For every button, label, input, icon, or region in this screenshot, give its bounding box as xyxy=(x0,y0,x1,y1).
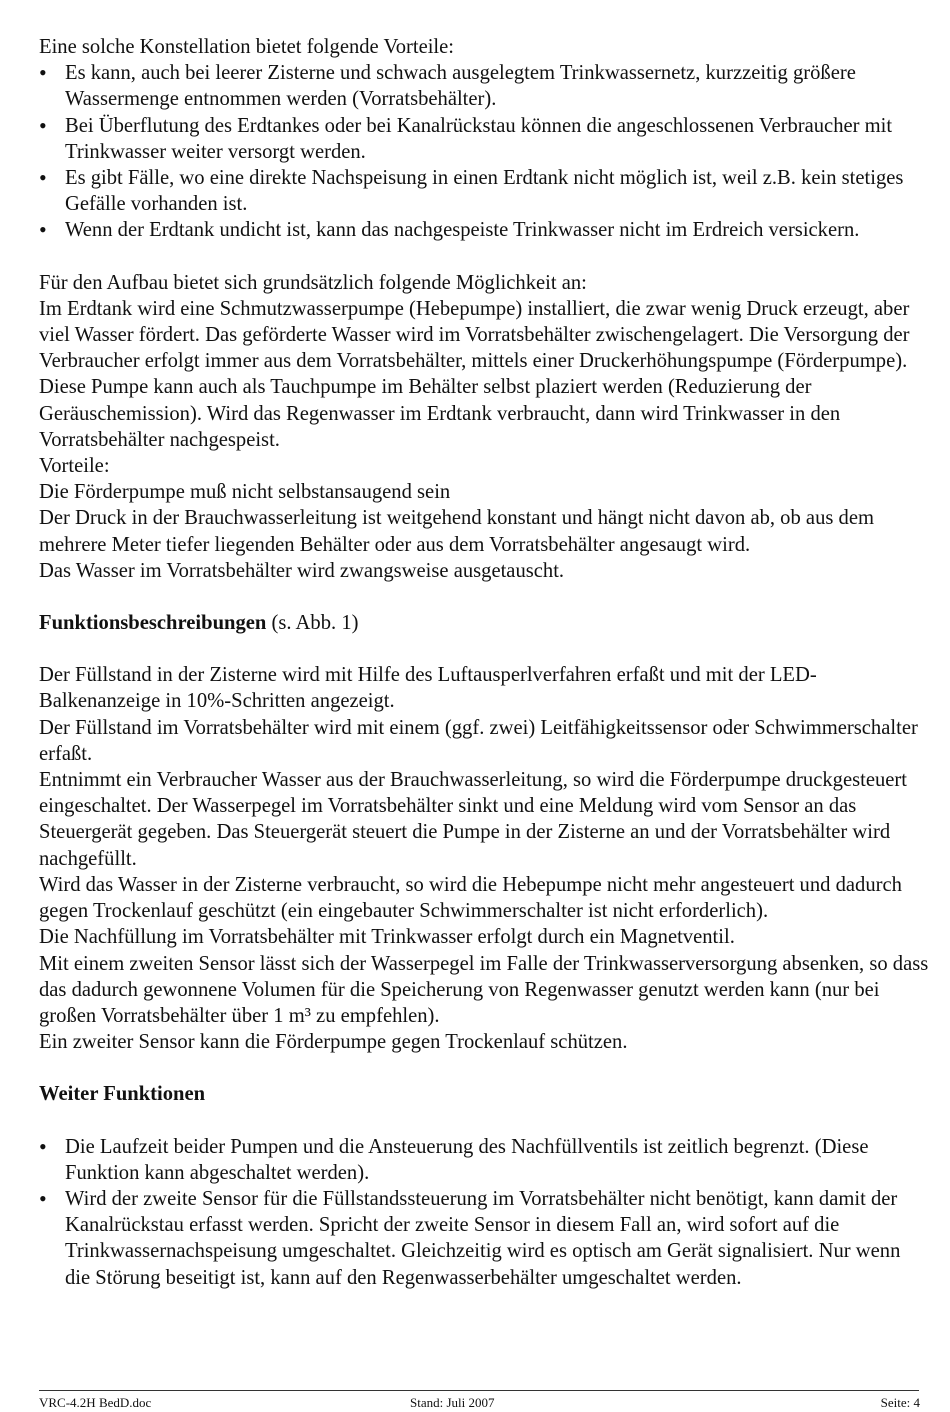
weitere-heading: Weiter Funktionen xyxy=(39,1083,206,1106)
funktion-paragraph: Ein zweiter Sensor kann die Förderpumpe gegen Trockenlauf schützen. xyxy=(39,1031,628,1054)
list-item: • Es gibt Fälle, wo eine direkte Nachspeisung in einen Erdtank nicht möglich ist, weil z.B. kein stetiges Gefälle vorhanden ist. xyxy=(39,165,929,217)
vorteil-line: Das Wasser im Vorratsbehälter wird zwangsweise ausgetauscht. xyxy=(39,559,565,582)
weitere-bullet-list xyxy=(39,1134,929,1291)
spacer xyxy=(39,1055,929,1081)
funktion-paragraph: Entnimmt ein Verbraucher Wasser aus der Brauchwasserleitung, so wird die Förderpumpe druckgesteuert eingeschaltet. Der Wasserpegel im Vorratsbehälter sinkt und eine Meldung wird vom Sensor an das Steuergerät gegeben. Das Steuergerät steuert die Pumpe in der Zisterne an und der Vorratsbehälter wird nachgefüllt. xyxy=(39,769,907,870)
footer-stand: Stand: Juli 2007 xyxy=(410,1395,495,1410)
spacer xyxy=(39,636,929,662)
list-item: • Wird der zweite Sensor für die Füllstandssteuerung im Vorratsbehälter nicht benötigt, kann damit der Kanalrückstau erfasst werden. Spricht der zweite Sensor in diesem Fall an, wird sofort auf die Trinkwassernachspeisung umgeschaltet. Gleichzeitig wird es optisch am Gerät signalisiert. Nur wenn die Störung beseitigt ist, kann auf den Regenwasserbehälter umgeschaltet werden. xyxy=(39,1186,929,1291)
vorteile-label: Vorteile: xyxy=(39,455,110,478)
intro-bullet-list xyxy=(39,60,929,243)
list-item: • Bei Überflutung des Erdtankes oder bei Kanalrückstau können die angeschlossenen Verbraucher mit Trinkwasser weiter versorgt werden. xyxy=(39,113,929,165)
vorteil-line: Die Förderpumpe muß nicht selbstansaugend sein xyxy=(39,481,451,504)
footer-filename: VRC-4.2H BedD.doc xyxy=(39,1395,152,1410)
intro-heading: Eine solche Konstellation bietet folgende Vorteile: xyxy=(39,36,455,58)
spacer xyxy=(39,244,929,270)
document-body xyxy=(39,34,929,1291)
list-item: • Die Laufzeit beider Pumpen und die Ansteuerung des Nachfüllventils ist zeitlich begrenzt. (Diese Funktion kann abgeschaltet werden). xyxy=(39,1134,929,1186)
funktion-paragraph: Der Füllstand in der Zisterne wird mit Hilfe des Luftausperlverfahren erfaßt und mit der LED-Balkenanzeige in 10%-Schritten angezeigt. xyxy=(39,664,817,713)
aufbau-body: Im Erdtank wird eine Schmutzwasserpumpe (Hebepumpe) installiert, die zwar wenig Druck erzeugt, aber viel Wasser fördert. Das geförderte Wasser wird im Vorratsbehälter zwischengelagert. Die Versorgung der Verbraucher erfolgt immer aus dem Vorratsbehälter, mittels einer Druckerhöhungspumpe (Förderpumpe). Diese Pumpe kann auch als Tauchpumpe im Behälter selbst plaziert werden (Reduzierung der Geräuschemission). Wird das Regenwasser im Erdtank verbraucht, dann wird Trinkwasser in den Vorratsbehälter nachgespeist. xyxy=(39,297,910,451)
funktion-paragraph: Wird das Wasser in der Zisterne verbraucht, so wird die Hebepumpe nicht mehr angesteuert und dadurch gegen Trockenlauf geschützt (ein eingebauter Schwimmerschalter ist nicht erforderlich). xyxy=(39,873,902,923)
funktion-paragraph: Die Nachfüllung im Vorratsbehälter mit Trinkwasser erfolgt durch ein Magnetventil. xyxy=(39,926,735,949)
funktion-heading-line xyxy=(39,610,929,636)
footer-divider xyxy=(39,1390,919,1391)
spacer xyxy=(39,584,929,610)
spacer xyxy=(39,1108,929,1134)
vorteil-line: Der Druck in der Brauchwasserleitung ist weitgehend konstant und hängt nicht davon ab, ob aus dem mehrere Meter tiefer liegenden Behälter oder aus dem Vorratsbehälter angesaugt wird. xyxy=(39,507,874,556)
list-item: • Wenn der Erdtank undicht ist, kann das nachgespeiste Trinkwasser nicht im Erdreich versickern. xyxy=(39,217,929,243)
aufbau-lead: Für den Aufbau bietet sich grundsätzlich folgende Möglichkeit an: xyxy=(39,271,587,294)
funktion-paragraph: Der Füllstand im Vorratsbehälter wird mit einem (ggf. zwei) Leitfähigkeitssensor oder Schwimmerschalter erfaßt. xyxy=(39,716,918,765)
funktion-heading: Funktionsbeschreibungen xyxy=(39,612,267,635)
funktion-heading-note: (s. Abb. 1) xyxy=(266,612,359,635)
funktion-paragraph: Mit einem zweiten Sensor lässt sich der Wasserpegel im Falle der Trinkwasserversorgung absenken, so dass das dadurch gewonnene Volumen für die Speicherung von Regenwasser genutzt werden kann (nur bei großen Vorratsbehälter über 1 m³ zu empfehlen). xyxy=(39,952,929,1027)
list-item: • Es kann, auch bei leerer Zisterne und schwach ausgelegtem Trinkwassernetz, kurzzeitig größere Wassermenge entnommen werden (Vorratsbehälter). xyxy=(39,60,929,112)
footer-page-number: Seite: 4 xyxy=(880,1395,920,1410)
